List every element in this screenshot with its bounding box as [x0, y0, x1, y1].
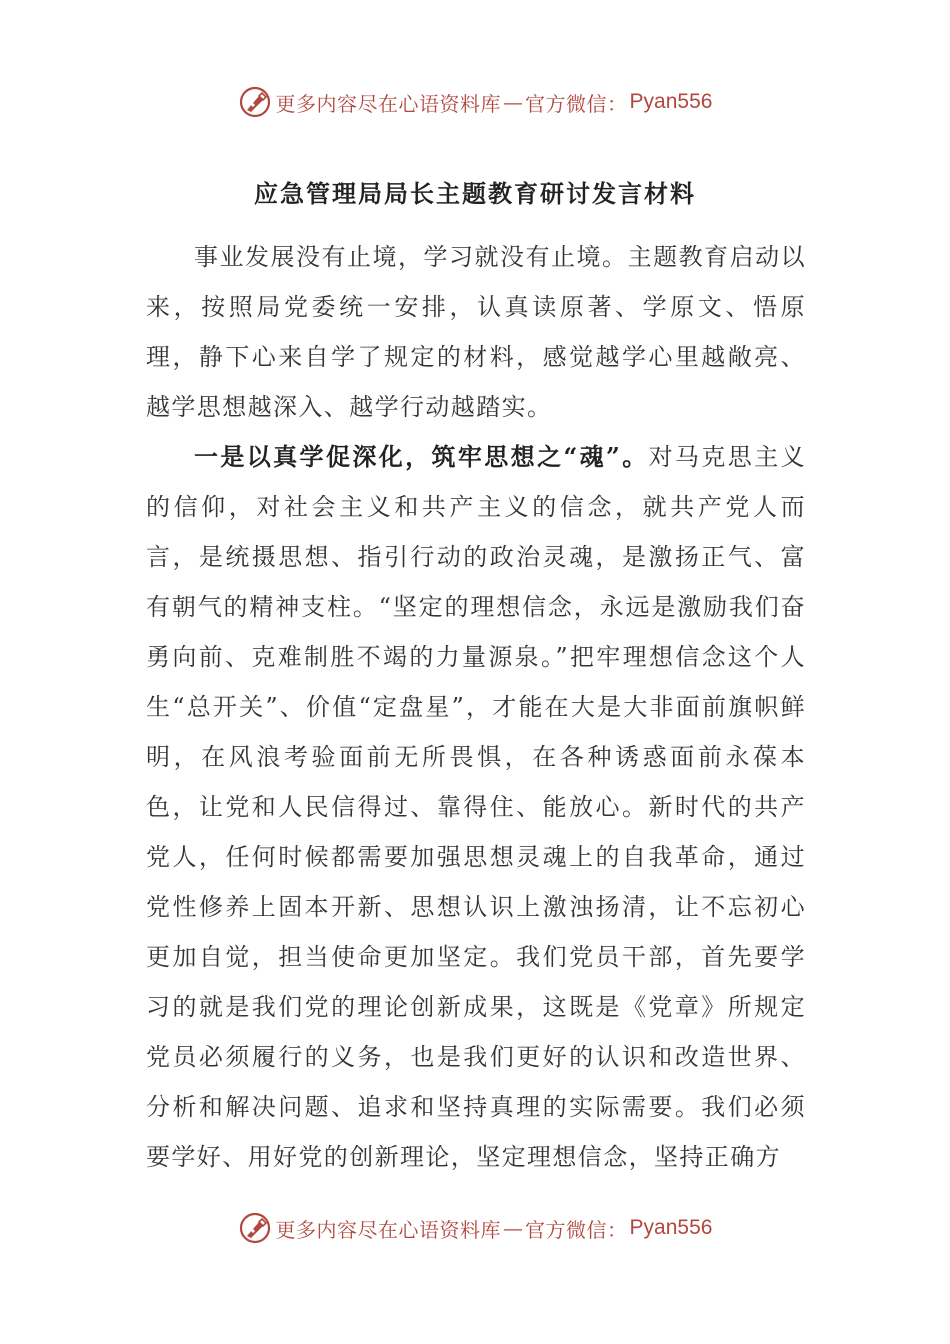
paragraph-text: 对马克思主义的信仰，对社会主义和共产主义的信念，就共产党人而言，是统摄思想、指引行动的政治灵魂，是激扬正气、富有朝气的精神支柱。“坚定的理想信念，永远是激励我们奋勇向前、克难制胜不竭的力量源泉。”把牢理想信念这个人生“总开关”、价值“定盘星”，才能在大是大非面前旗帜鲜明，在风浪考验面前无所畏惧，在各种诱惑面前永葆本色，让党和人民信得过、靠得住、能放心。新时代的共产党人，任何时候都需要加强思想灵魂上的自我革命，通过党性修养上固本开新、思想认识上激浊扬清，让不忘初心更加自觉，担当使命更加坚定。我们党员干部，首先要学习的就是我们党的理论创新成果，这既是《党章》所规定党员必须履行的义务，也是我们更好的认识和改造世界、分析和解决问题、追求和坚持真理的实际需要。我们必须要学好、用好党的创新理论，坚定理想信念，坚持正确方 [146, 443, 806, 1171]
paragraph-text: 事业发展没有止境，学习就没有止境。主题教育启动以来，按照局党委统一安排，认真读原著、学原文、悟原理，静下心来自学了规定的材料，感觉越学心里越敞亮、越学思想越深入、越学行动越踏实。 [146, 243, 806, 421]
banner-label: 官方微信： [525, 1217, 628, 1242]
pen-nib-logo-icon [238, 1211, 272, 1245]
paragraph-intro [146, 232, 806, 432]
pen-nib-logo-icon [238, 85, 272, 119]
paragraph-point-one [146, 432, 806, 1182]
document-title: 应急管理局局长主题教育研讨发言材料 [254, 179, 696, 208]
banner-separator: — [503, 90, 524, 114]
document-body [146, 232, 806, 1182]
banner-separator: — [503, 1216, 524, 1240]
banner-text: 更多内容尽在心语资料库 [275, 91, 502, 116]
footer-banner [0, 1208, 950, 1248]
banner-label: 官方微信： [525, 91, 628, 116]
header-banner [0, 82, 950, 122]
banner-wechat-id: Pyan556 [629, 90, 713, 113]
banner-text: 更多内容尽在心语资料库 [275, 1217, 502, 1242]
banner-wechat-id: Pyan556 [629, 1216, 713, 1239]
paragraph-lead: 一是以真学促深化，筑牢思想之“魂”。 [194, 442, 649, 471]
